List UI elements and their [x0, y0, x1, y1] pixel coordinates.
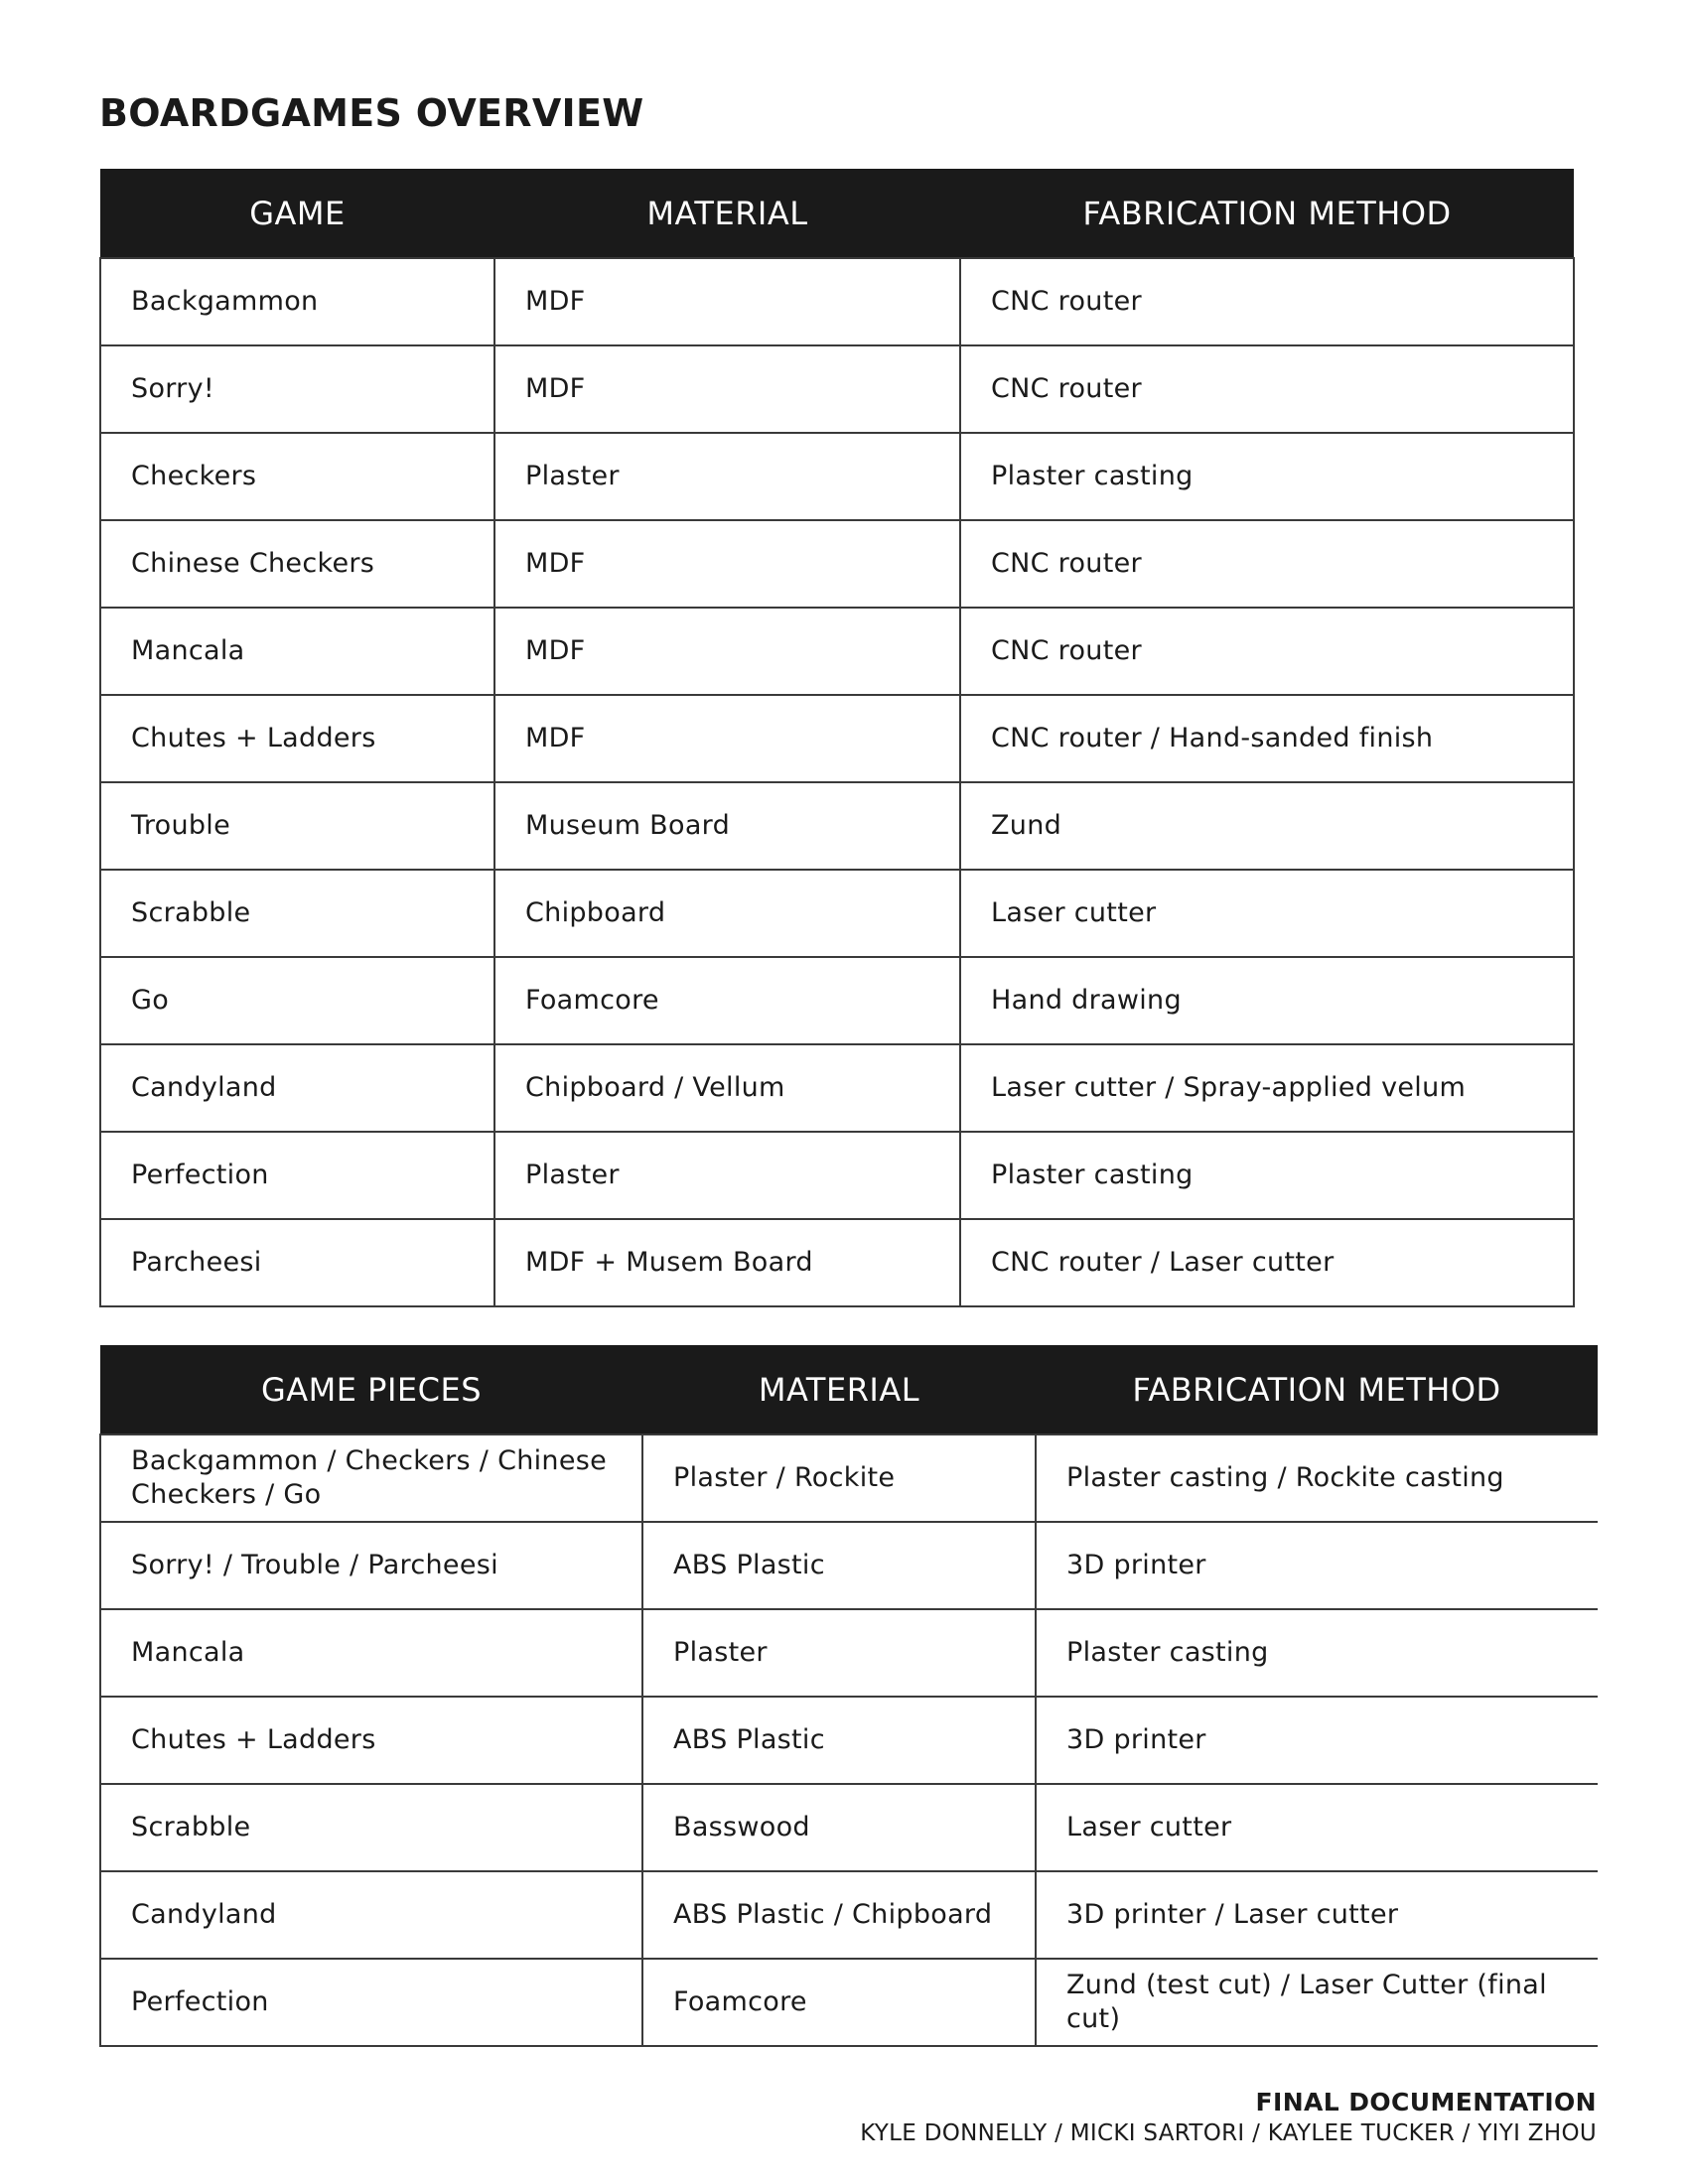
cell-game: Parcheesi: [100, 1219, 494, 1306]
cell-material: Museum Board: [494, 782, 960, 870]
table-row: [100, 520, 1574, 608]
boardgames-table: [99, 169, 1575, 1307]
table-row: [100, 957, 1574, 1044]
cell-game: Chutes + Ladders: [100, 1697, 642, 1784]
table-row: [100, 1959, 1598, 2046]
table-row: [100, 782, 1574, 870]
cell-game: Mancala: [100, 1609, 642, 1697]
cell-material: Plaster: [642, 1609, 1036, 1697]
cell-game: Perfection: [100, 1959, 642, 2046]
cell-game: Trouble: [100, 782, 494, 870]
cell-material: Plaster: [494, 1132, 960, 1219]
cell-fabrication-method: CNC router: [960, 608, 1574, 695]
cell-material: MDF: [494, 695, 960, 782]
column-header-fabrication-method: FABRICATION METHOD: [1036, 1345, 1598, 1434]
cell-fabrication-method: Laser cutter: [960, 870, 1574, 957]
cell-fabrication-method: CNC router / Hand-sanded finish: [960, 695, 1574, 782]
footer-heading: FINAL DOCUMENTATION: [1255, 2088, 1597, 2116]
cell-material: Chipboard: [494, 870, 960, 957]
table-row: [100, 1784, 1598, 1871]
cell-game: Chinese Checkers: [100, 520, 494, 608]
cell-material: Basswood: [642, 1784, 1036, 1871]
cell-fabrication-method: CNC router: [960, 258, 1574, 345]
table-row: [100, 1132, 1574, 1219]
cell-fabrication-method: CNC router: [960, 520, 1574, 608]
table-row: [100, 258, 1574, 345]
cell-material: ABS Plastic: [642, 1697, 1036, 1784]
footer: [860, 2088, 1597, 2146]
cell-fabrication-method: Plaster casting: [960, 1132, 1574, 1219]
cell-fabrication-method: Laser cutter: [1036, 1784, 1598, 1871]
table-row: [100, 608, 1574, 695]
cell-fabrication-method: 3D printer: [1036, 1697, 1598, 1784]
cell-fabrication-method: Hand drawing: [960, 957, 1574, 1044]
cell-material: ABS Plastic: [642, 1522, 1036, 1609]
table-header-row: [100, 1345, 1598, 1434]
table-row: [100, 1219, 1574, 1306]
cell-fabrication-method: Zund (test cut) / Laser Cutter (final cut): [1036, 1959, 1598, 2046]
cell-fabrication-method: Plaster casting: [960, 433, 1574, 520]
cell-game: Scrabble: [100, 1784, 642, 1871]
table-row: [100, 1044, 1574, 1132]
cell-material: ABS Plastic / Chipboard: [642, 1871, 1036, 1959]
game-pieces-table: [99, 1345, 1598, 2047]
cell-game: Checkers: [100, 433, 494, 520]
table-row: [100, 870, 1574, 957]
cell-fabrication-method: Zund: [960, 782, 1574, 870]
cell-game: Backgammon / Checkers / Chinese Checkers / Go: [100, 1434, 642, 1522]
cell-game: Sorry!: [100, 345, 494, 433]
cell-fabrication-method: Laser cutter / Spray-applied velum: [960, 1044, 1574, 1132]
page-title: BOARDGAMES OVERVIEW: [99, 91, 644, 135]
cell-game: Chutes + Ladders: [100, 695, 494, 782]
cell-game: Sorry! / Trouble / Parcheesi: [100, 1522, 642, 1609]
cell-material: MDF: [494, 608, 960, 695]
cell-game: Backgammon: [100, 258, 494, 345]
cell-material: MDF + Musem Board: [494, 1219, 960, 1306]
column-header-game-pieces: GAME PIECES: [100, 1345, 642, 1434]
cell-fabrication-method: Plaster casting: [1036, 1609, 1598, 1697]
table-row: [100, 1609, 1598, 1697]
table-row: [100, 1434, 1598, 1522]
cell-game: Candyland: [100, 1871, 642, 1959]
table-header-row: [100, 169, 1574, 258]
cell-game: Go: [100, 957, 494, 1044]
table-row: [100, 345, 1574, 433]
cell-material: Foamcore: [642, 1959, 1036, 2046]
cell-fabrication-method: Plaster casting / Rockite casting: [1036, 1434, 1598, 1522]
cell-game: Scrabble: [100, 870, 494, 957]
cell-fabrication-method: 3D printer: [1036, 1522, 1598, 1609]
cell-material: Chipboard / Vellum: [494, 1044, 960, 1132]
table-row: [100, 433, 1574, 520]
cell-fabrication-method: CNC router / Laser cutter: [960, 1219, 1574, 1306]
cell-material: Plaster: [494, 433, 960, 520]
cell-material: Foamcore: [494, 957, 960, 1044]
cell-material: MDF: [494, 345, 960, 433]
table-row: [100, 1522, 1598, 1609]
column-header-material: MATERIAL: [642, 1345, 1036, 1434]
cell-game: Mancala: [100, 608, 494, 695]
column-header-material: MATERIAL: [494, 169, 960, 258]
column-header-game: GAME: [100, 169, 494, 258]
column-header-fabrication-method: FABRICATION METHOD: [960, 169, 1574, 258]
table-row: [100, 695, 1574, 782]
cell-material: MDF: [494, 520, 960, 608]
table-row: [100, 1871, 1598, 1959]
cell-game: Candyland: [100, 1044, 494, 1132]
cell-material: Plaster / Rockite: [642, 1434, 1036, 1522]
cell-game: Perfection: [100, 1132, 494, 1219]
cell-fabrication-method: 3D printer / Laser cutter: [1036, 1871, 1598, 1959]
table-row: [100, 1697, 1598, 1784]
cell-material: MDF: [494, 258, 960, 345]
footer-authors: KYLE DONNELLY / MICKI SARTORI / KAYLEE TUCKER / YIYI ZHOU: [860, 2120, 1597, 2146]
cell-fabrication-method: CNC router: [960, 345, 1574, 433]
